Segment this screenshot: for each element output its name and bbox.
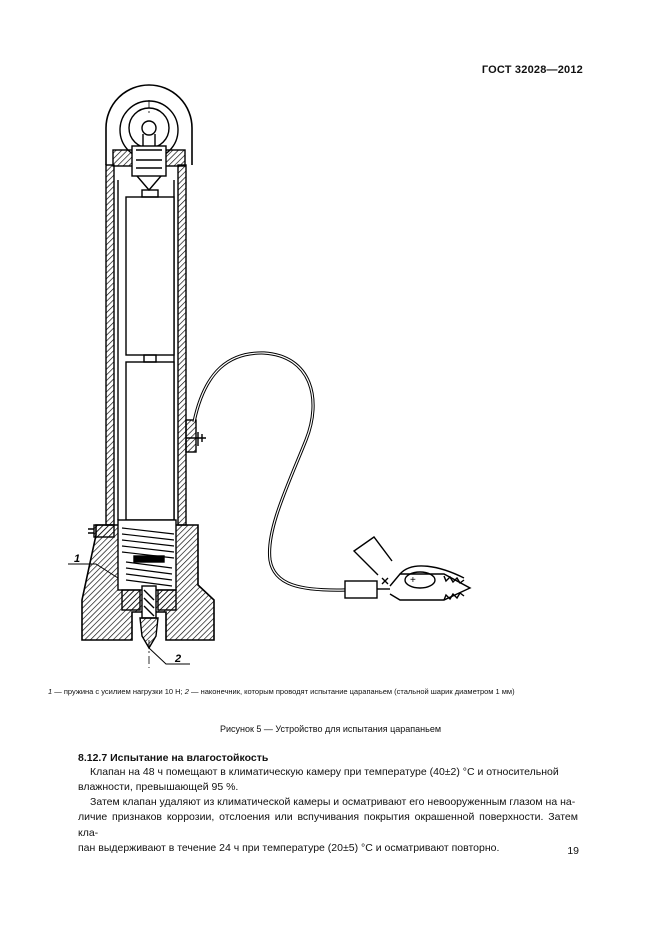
legend-text-2: — наконечник, которым проводят испытание царапаньем (стальной шарик диаметром 1 мм) (188, 687, 515, 696)
paragraph-1-line-1: Клапан на 48 ч помещают в климатическую камеру при температуре (40±2) °С и относительной (90, 766, 559, 778)
paragraph-2-line-1: Затем клапан удаляют из климатической камеры и осматривают его невооруженным глазом на на- (90, 796, 576, 808)
document-header: ГОСТ 32028—2012 (481, 64, 583, 76)
clip-plus-sign: + (410, 575, 416, 586)
legend-number-2: 2 (184, 687, 189, 696)
paragraph-1-line-2: влажности, превышающей 95 %. (78, 781, 239, 794)
page-number: 19 (567, 845, 579, 857)
section-title: 8.12.7 Испытание на влагостойкость (78, 752, 269, 764)
label-1: 1 (74, 553, 81, 565)
paragraph-1 (78, 765, 578, 796)
figure-caption: Рисунок 5 — Устройство для испытания царапаньем (219, 724, 442, 734)
legend-text-1: — пружина с усилием нагрузки 10 Н; (52, 687, 185, 696)
label-2: 2 (175, 653, 182, 665)
legend-number-1: 1 (48, 687, 53, 696)
figure-legend (48, 687, 623, 697)
paragraph-2-line-3: пан выдерживают в течение 24 ч при температуре (20±5) °С и осматривают повторно. (78, 841, 500, 854)
paragraph-2-line-2: личие признаков коррозии, отслоения или вспучивания покрытия окрашенной поверхности. Затем кла- (78, 811, 578, 839)
paragraph-2 (78, 795, 578, 856)
scratch-test-device-drawing (40, 84, 600, 684)
